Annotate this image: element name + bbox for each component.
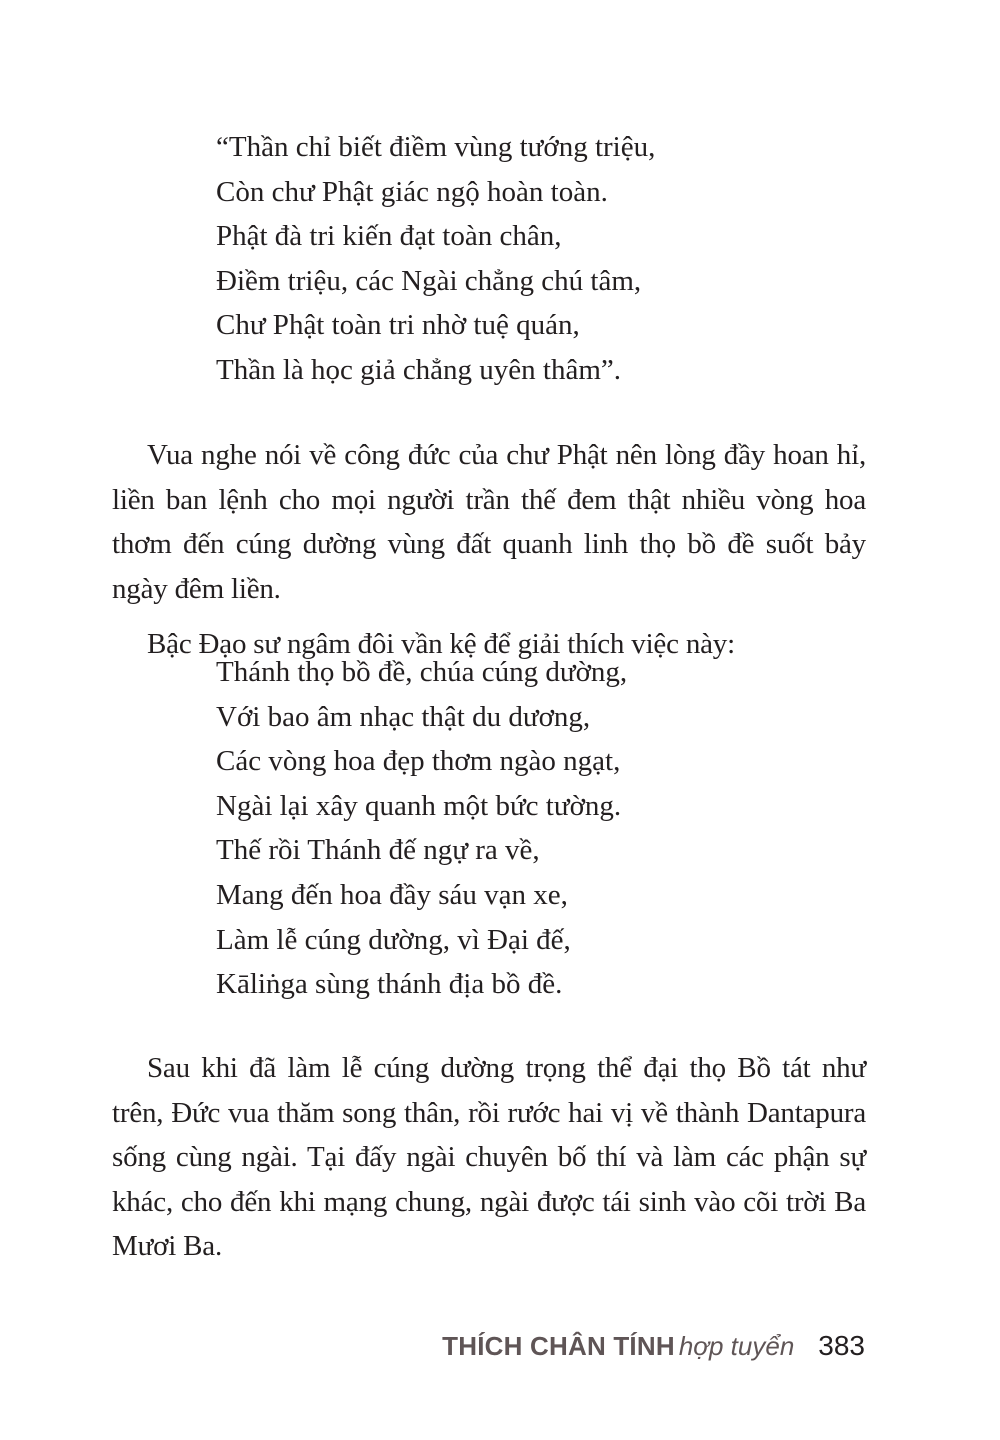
verse-line: Điềm triệu, các Ngài chẳng chú tâm, — [216, 264, 642, 297]
verse-line: Chư Phật toàn tri nhờ tuệ quán, — [216, 309, 580, 342]
paragraph-king-rejoices: Vua nghe nói về công đức của chư Phật nên lòng đầy hoan hỉ, liền ban lệnh cho mọi người trần thế đem thật nhiều vòng hoa thơm đến cúng dường vùng đất quanh linh thọ bồ đề suốt bảy ngày đêm liền. — [112, 439, 866, 605]
verse-line: Làm lễ cúng dường, vì Đại đế, — [216, 923, 571, 956]
page-footer — [442, 1328, 865, 1364]
verse-line: Phật đà tri kiến đạt toàn chân, — [216, 220, 562, 253]
verse-line: Còn chư Phật giác ngộ hoàn toàn. — [216, 175, 608, 208]
verse-line: Thế rồi Thánh đế ngự ra về, — [216, 834, 540, 867]
verse-line: Thần là học giả chẳng uyên thâm”. — [216, 353, 622, 386]
verse-line: Mang đến hoa đầy sáu vạn xe, — [216, 878, 568, 911]
verse-line: Kāliṅga sùng thánh địa bồ đề. — [216, 968, 563, 1001]
paragraph-teacher-verses-intro: Bậc Đạo sư ngâm đôi vần kệ để giải thích việc này: — [147, 628, 735, 660]
verse-line: Các vòng hoa đẹp thơm ngào ngạt, — [216, 745, 621, 778]
paragraph-conclusion: Sau khi đã làm lễ cúng dường trọng thể đại thọ Bồ tát như trên, Đức vua thăm song thân, rồi rước hai vị về thành Dantapura sống cùng ngài. Tại đấy ngài chuyên bố thí và làm các phận sự khác, cho đến khi mạng chung, ngài được tái sinh vào cõi trời Ba Mươi Ba. — [112, 1052, 866, 1263]
verse-line: Với bao âm nhạc thật du dương, — [216, 700, 591, 733]
verse-block-1 — [216, 125, 655, 393]
footer-subtitle: hợp tuyển — [678, 1331, 795, 1361]
page-number: 383 — [818, 1330, 865, 1361]
footer-author: THÍCH CHÂN TÍNH — [442, 1331, 675, 1361]
verse-line: “Thần chỉ biết điềm vùng tướng triệu, — [216, 131, 656, 163]
verse-line: Thánh thọ bồ đề, chúa cúng dường, — [216, 656, 628, 688]
verse-line: Ngài lại xây quanh một bức tường. — [216, 789, 622, 822]
verse-block-2 — [216, 650, 627, 1007]
